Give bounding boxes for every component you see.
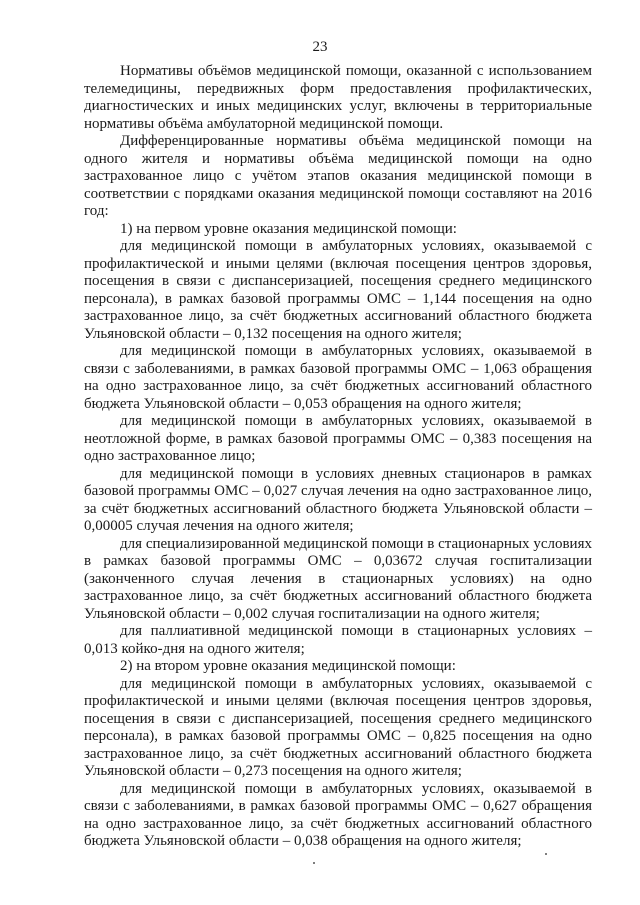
paragraph-first-level-inpatient: для специализированной медицинской помощи в стационарных условиях в рамках базовой программы ОМС – 0,03672 случая госпитализации (законченного случая лечения в стационарных условиях) на одно застрахованное лицо, за счёт бюджетных ассигнований областного бюджета Ульяновской области – 0,002 случая госпитализации на одного жителя; <box>84 535 592 622</box>
scan-speck <box>545 853 547 855</box>
paragraph-differentiated-norms-intro: Дифференцированные нормативы объёма медицинской помощи на одного жителя и нормативы объёма медицинской помощи на одно застрахованное лицо с учётом этапов оказания медицинской помощи в соответствии с порядками оказания медицинской помощи составляют на 2016 год: <box>84 133 592 219</box>
page-number: 23 <box>312 39 328 55</box>
paragraph-second-level-heading: 2) на втором уровне оказания медицинской помощи: <box>120 658 456 674</box>
scan-speck <box>313 862 315 864</box>
paragraph-first-level-heading: 1) на первом уровне оказания медицинской помощи: <box>120 220 457 237</box>
paragraph-first-level-day-hospital: для медицинской помощи в условиях дневных стационаров в рамках базовой программы ОМС – 0,027 случая лечения на одно застрахованное лицо, за счёт бюджетных ассигнований областного бюджета Ульяновской области – 0,00005 случая лечения на одного жителя; <box>84 465 592 534</box>
paragraph-telemedicine-note: Нормативы объёмов медицинской помощи, оказанной с использованием телемедицины, передвижных форм предоставления профилактических, диагностических и иных медицинских услуг, включены в территориальные нормативы объёма амбулаторной медицинской помощи. <box>84 63 592 132</box>
paragraph-first-level-palliative: для паллиативной медицинской помощи в стационарных условиях – 0,013 койко-дня на одного жителя; <box>84 623 592 657</box>
paragraph-first-level-ambulatory-preventive: для медицинской помощи в амбулаторных условиях, оказываемой с профилактической и иными целями (включая посещения центров здоровья, посещения в связи с диспансеризацией, посещения среднего медицинского персонала), в рамках базовой программы ОМС – 1,144 посещения на одно застрахованное лицо, за счёт бюджетных ассигнований областного бюджета Ульяновской области – 0,132 посещения на одного жителя; <box>84 238 592 342</box>
paragraph-first-level-ambulatory-disease: для медицинской помощи в амбулаторных условиях, оказываемой в связи с заболеваниями, в рамках базовой программы ОМС – 1,063 обращения на одно застрахованное лицо, за счёт бюджетных ассигнований областного бюджета Ульяновской области – 0,053 обращения на одного жителя; <box>84 343 592 412</box>
paragraph-second-level-ambulatory-preventive: для медицинской помощи в амбулаторных условиях, оказываемой с профилактической и иными целями (включая посещения центров здоровья, посещения в связи с диспансеризацией, посещения среднего медицинского персонала), в рамках базовой программы ОМС – 0,825 посещения на одно застрахованное лицо, за счёт бюджетных ассигнований областного бюджета Ульяновской области – 0,273 посещения на одного жителя; <box>84 675 592 779</box>
paragraph-second-level-ambulatory-disease: для медицинской помощи в амбулаторных условиях, оказываемой в связи с заболеваниями, в рамках базовой программы ОМС – 0,627 обращения на одно застрахованное лицо, за счёт бюджетных ассигнований областного бюджета Ульяновской области – 0,038 обращения на одного жителя; <box>84 780 592 849</box>
document-body <box>84 63 592 851</box>
paragraph-first-level-urgent: для медицинской помощи в амбулаторных условиях, оказываемой в неотложной форме, в рамках базовой программы ОМС – 0,383 посещения на одно застрахованное лицо; <box>84 413 592 464</box>
